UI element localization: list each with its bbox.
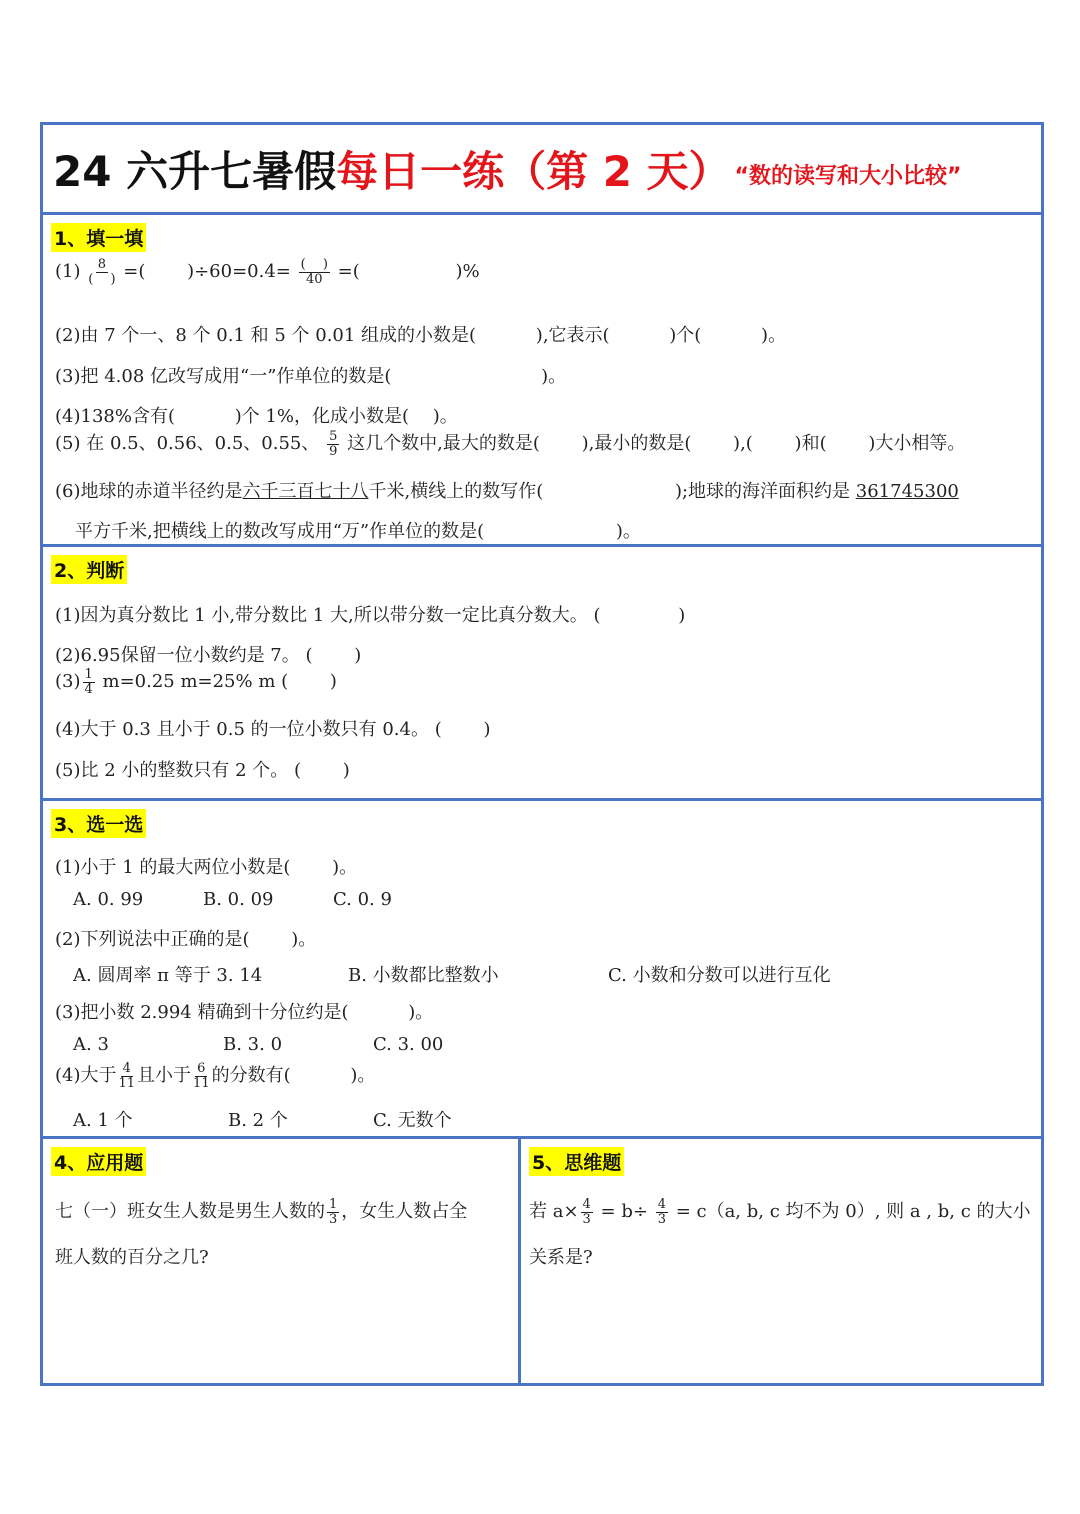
q-text: =( )÷60=0.4= <box>123 261 291 282</box>
section-application <box>43 1139 518 1383</box>
option-c: C. 0. 9 <box>333 889 392 910</box>
thinking-text-line-1 <box>529 1197 1031 1227</box>
question-2-5: (5)比 2 小的整数只有 2 个。 ( ) <box>55 760 350 781</box>
section-judge <box>43 547 1041 801</box>
section-title: 1、填一填 <box>51 223 146 252</box>
q-text: 的分数有( )。 <box>211 1065 376 1086</box>
q-text: = c（a, b, c 均不为 0）, 则 a , b, c 的大小 <box>669 1201 1031 1222</box>
numerator: 5 <box>329 428 338 444</box>
title-prefix: 24 六升七暑假 <box>53 146 337 196</box>
underlined-number: 六千三百七十八 <box>242 481 369 502</box>
fraction <box>327 1198 339 1227</box>
q-text: = b÷ <box>594 1201 654 1222</box>
q-text: 千米,横线上的数写作( );地球的海洋面积约是 <box>368 481 856 502</box>
denominator: 11 <box>193 1075 210 1091</box>
denominator: ( ) <box>88 271 116 287</box>
worksheet <box>40 122 1044 1386</box>
question-1-6-cont: 平方千米,把横线上的数改写成用“万”作单位的数是( )。 <box>75 521 641 542</box>
q-text: (5) 在 0.5、0.56、0. <box>55 433 232 454</box>
section-choice <box>43 801 1041 1139</box>
fraction <box>299 258 330 287</box>
question-1-4: (4)138%含有( )个 1%，化成小数是( )。 <box>55 406 458 427</box>
question-3-2: (2)下列说法中正确的是( )。 <box>55 929 317 950</box>
section-fill-in <box>43 215 1041 547</box>
application-text-line-1 <box>55 1197 467 1227</box>
question-3-4 <box>55 1061 375 1091</box>
repeating-digit: 5 <box>231 433 244 454</box>
option-c: C. 无数个 <box>373 1110 452 1131</box>
question-2-4: (4)大于 0.3 且小于 0.5 的一位小数只有 0.4。 ( ) <box>55 719 491 740</box>
q-text: (6)地球的赤道半径约是 <box>55 481 243 502</box>
numerator: 8 <box>97 256 107 272</box>
question-3-3: (3)把小数 2.994 精确到十分位约是( )。 <box>55 1002 434 1023</box>
option-a: A. 0. 99 <box>73 889 144 910</box>
fraction <box>656 1198 668 1227</box>
fraction <box>581 1198 593 1227</box>
q-text: m=0.25 m=25% m ( ) <box>96 671 337 692</box>
fraction <box>193 1062 210 1091</box>
numerator: 4 <box>657 1196 666 1212</box>
option-a: A. 3 <box>73 1034 109 1055</box>
q-text: =( )% <box>337 261 480 282</box>
option-c: C. 3. 00 <box>373 1034 444 1055</box>
option-a: A. 圆周率 π 等于 3. 14 <box>73 965 263 986</box>
fraction <box>327 430 339 459</box>
denominator: 3 <box>657 1211 666 1227</box>
q-number: (1) <box>55 261 81 282</box>
denominator: 11 <box>118 1075 136 1091</box>
question-1-6 <box>55 477 959 503</box>
numerator: 4 <box>122 1060 131 1076</box>
q-text: 这几个数中,最大的数是( ),最小的数是( ),( )和( )大小相等。 <box>347 433 966 454</box>
question-1-5 <box>55 429 965 459</box>
title-highlight: 每日一练（第 2 天） <box>336 146 731 196</box>
option-b: B. 0. 09 <box>203 889 274 910</box>
q-text: 、0.55、 <box>243 433 320 454</box>
section-title: 4、应用题 <box>51 1147 146 1176</box>
section-title: 3、选一选 <box>51 809 146 838</box>
q-text: 若 a× <box>529 1201 579 1222</box>
numerator: ( ) <box>300 256 328 272</box>
question-1-1 <box>55 257 480 287</box>
q-text: 且小于 <box>137 1065 192 1086</box>
denominator: 40 <box>305 271 323 287</box>
q-number: (3) <box>55 671 81 692</box>
question-2-2: (2)6.95保留一位小数约是 7。 ( ) <box>55 645 362 666</box>
worksheet-title <box>43 125 1041 215</box>
section-title: 5、思维题 <box>529 1147 624 1176</box>
section-row-bottom <box>43 1139 1041 1383</box>
title-topic: “数的读写和大小比较” <box>734 164 962 189</box>
underlined-number: 361745300 <box>855 481 959 502</box>
denominator: 4 <box>84 681 93 697</box>
numerator: 1 <box>329 1196 338 1212</box>
question-1-2: (2)由 7 个一、8 个 0.1 和 5 个 0.01 组成的小数是( ),它表示( )个( )。 <box>55 325 787 346</box>
denominator: 3 <box>329 1211 338 1227</box>
denominator: 9 <box>329 443 338 459</box>
application-text-line-2: 班人数的百分之几? <box>55 1247 209 1268</box>
option-b: B. 2 个 <box>228 1110 288 1131</box>
thinking-text-line-2: 关系是? <box>529 1247 593 1268</box>
section-thinking <box>521 1139 1041 1383</box>
question-2-3 <box>55 667 337 697</box>
q-text: ，女生人数占全 <box>341 1201 468 1222</box>
denominator: 3 <box>582 1211 591 1227</box>
option-b: B. 小数都比整数小 <box>348 965 499 986</box>
option-c: C. 小数和分数可以进行互化 <box>608 965 831 986</box>
numerator: 6 <box>197 1060 206 1076</box>
fraction <box>83 668 95 697</box>
fraction <box>88 258 115 287</box>
section-title: 2、判断 <box>51 555 127 584</box>
numerator: 1 <box>84 666 93 682</box>
question-2-1: (1)因为真分数比 1 小,带分数比 1 大,所以带分数一定比真分数大。 ( ) <box>55 605 686 626</box>
option-a: A. 1 个 <box>73 1110 133 1131</box>
fraction <box>119 1062 136 1091</box>
question-3-1: (1)小于 1 的最大两位小数是( )。 <box>55 857 358 878</box>
q-text: 七（一）班女生人数是男生人数的 <box>55 1201 325 1222</box>
option-b: B. 3. 0 <box>223 1034 283 1055</box>
question-1-3: (3)把 4.08 亿改写成用“一”作单位的数是( )。 <box>55 366 567 387</box>
q-text: (4)大于 <box>55 1065 117 1086</box>
numerator: 4 <box>582 1196 591 1212</box>
